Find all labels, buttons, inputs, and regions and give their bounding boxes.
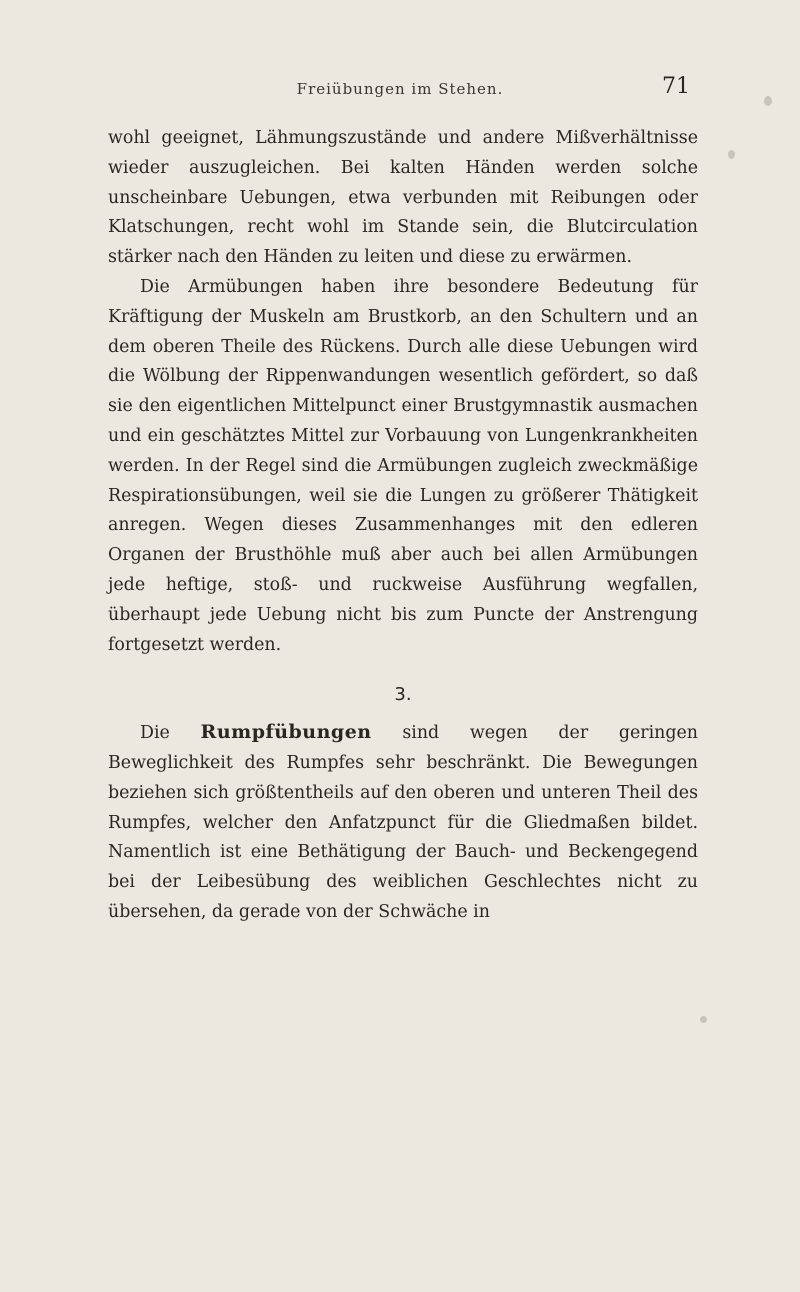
page-header <box>110 70 690 110</box>
paragraph-continuation: wohl geeignet, Lähmungszustände und andere Mißverhältnisse wieder auszugleichen. Bei kalten Händen werden solche unscheinbare Uebungen, etwa verbunden mit Reibungen oder Klatschungen, recht wohl im Stande sein, die Blutcirculation stärker nach den Händen zu leiten und diese zu erwärmen. <box>108 128 698 268</box>
body-text <box>108 124 698 928</box>
paragraph-rumpfuebungen <box>108 718 698 928</box>
section-intro-word: Die <box>140 723 170 744</box>
section-text: sind wegen der geringen Beweglichkeit des Rumpfes sehr beschränkt. Die Bewegungen beziehen sich größtentheils auf den oberen und unteren Theil des Rumpfes, welcher den Anfatzpunct für die Gliedmaßen bildet. Namentlich ist eine Bethätigung der Bauch- und Beckengegend bei der Leibesübung des weiblichen Geschlechtes nicht zu übersehen, da gerade von der Schwäche in <box>108 723 698 922</box>
paper-spot <box>764 96 772 106</box>
paper-spot <box>700 1016 707 1023</box>
page-number: 71 <box>662 74 690 99</box>
paragraph-armuebungen: Die Armübungen haben ihre besondere Bedeutung für Kräftigung der Muskeln am Brustkorb, an den Schultern und an dem oberen Theile des Rückens. Durch alle diese Uebungen wird die Wölbung der Rippenwandungen wesentlich gefördert, so daß sie den eigentlichen Mittelpunct einer Brustgymnastik ausmachen und ein geschätztes Mittel zur Vorbauung von Lungenkrankheiten werden. In der Regel sind die Armübungen zugleich zweckmäßige Respirationsübungen, weil sie die Lungen zu größerer Thätigkeit anregen. Wegen dieses Zusammenhanges mit den edleren Organen der Brusthöhle muß aber auch bei allen Armübungen jede heftige, stoß- und ruckweise Ausführung wegfallen, überhaupt jede Uebung nicht bis zum Puncte der Anstrengung fortgesetzt werden. <box>108 276 698 655</box>
running-head: Freiübungen im Stehen. <box>296 80 504 98</box>
section-number: 3. <box>394 684 412 706</box>
paper-spot <box>728 150 735 159</box>
section-term: Rumpfübungen <box>200 721 372 744</box>
